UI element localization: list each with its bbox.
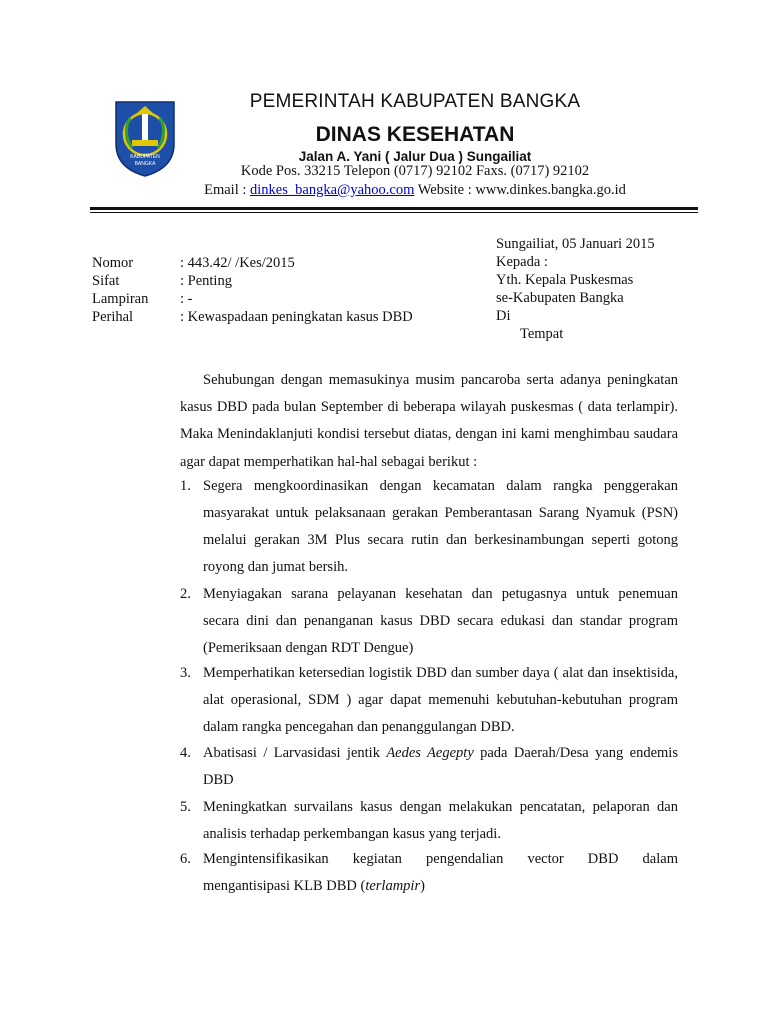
field-value-lampiran: : - — [180, 291, 193, 307]
list-item-6-line-2 — [203, 873, 678, 900]
website-label: Website : — [414, 182, 476, 198]
field-value-nomor: : 443.42/ /Kes/2015 — [180, 255, 295, 271]
email-website-line — [0, 182, 768, 199]
logo-text-bottom: BANGKA — [134, 161, 156, 167]
field-label-perihal: Perihal — [92, 309, 134, 325]
recipient-line-1: Yth. Kepala Puskesmas — [496, 272, 634, 288]
list-item-6-line-1: Mengintensifikasikan kegiatan pengendalian vector DBD dalam — [203, 851, 678, 867]
to-label: Kepada : — [496, 254, 548, 270]
letter-date: Sungailiat, 05 Januari 2015 — [496, 236, 655, 252]
item-number-5: 5. — [180, 799, 191, 815]
list-item-3: Memperhatikan ketersedian logistik DBD dan sumber daya ( alat dan insektisida, alat operasional, SDM ) agar dapat memenuhi kebutuhan-kebutuhan program dalam rangka pencegahan dan penanggulangan DBD. — [203, 665, 678, 735]
field-value-sifat: : Penting — [180, 273, 232, 289]
list-item-1: Segera mengkoordinasikan dengan kecamatan dalam rangka penggerakan masyarakat untuk pelaksanaan gerakan Pemberantasan Sarang Nyamuk (PSN) melalui gerakan 3M Plus secara rutin dan berkesinambungan seperti gotong royong dan jumat bersih. — [203, 478, 678, 575]
item-4-species-italic: Aedes Aegepty — [386, 745, 474, 761]
item-4-text-after: pada Daerah/Desa yang endemis DBD — [203, 745, 678, 788]
email-link[interactable]: dinkes_bangka@yahoo.com — [250, 182, 415, 198]
field-label-nomor: Nomor — [92, 255, 134, 271]
email-label: Email : — [204, 182, 251, 198]
recipient-line-2: se-Kabupaten Bangka — [496, 290, 624, 306]
item-number-4: 4. — [180, 745, 191, 761]
item-number-2: 2. — [180, 586, 191, 602]
item-number-6: 6. — [180, 851, 191, 867]
department-name: DINAS KESEHATAN — [315, 123, 515, 146]
item-6-text-before: mengantisipasi KLB DBD ( — [203, 878, 366, 894]
logo-text-top: KABUPATEN — [130, 154, 160, 160]
di-label: Di — [496, 308, 511, 324]
field-label-sifat: Sifat — [92, 273, 120, 289]
contact-line: Kode Pos. 33215 Telepon (0717) 92102 Faxs. (0717) 92102 — [240, 163, 590, 179]
item-4-text-before: Abatisasi / Larvasidasi jentik — [203, 745, 387, 761]
item-6-text-after: ) — [420, 878, 425, 894]
list-item-4 — [203, 740, 678, 794]
letterhead-divider-thin — [90, 212, 698, 213]
government-name: PEMERINTAH KABUPATEN BANGKA — [249, 91, 581, 112]
item-number-1: 1. — [180, 478, 191, 494]
item-6-italic: terlampir — [365, 878, 421, 894]
field-value-perihal: : Kewaspadaan peningkatan kasus DBD — [180, 309, 413, 325]
field-label-lampiran: Lampiran — [92, 291, 149, 307]
item-number-3: 3. — [180, 665, 191, 681]
letterhead-divider-thick — [90, 207, 698, 210]
website-text: www.dinkes.bangka.go.id — [475, 182, 626, 198]
list-item-5: Meningkatkan survailans kasus dengan melakukan pencatatan, pelaporan dan analisis terhadap perkembangan kasus yang terjadi. — [203, 799, 678, 842]
intro-paragraph: Sehubungan dengan memasukinya musim pancaroba serta adanya peningkatan kasus DBD pada bulan September di beberapa wilayah puskesmas ( data terlampir). Maka Menindaklanjuti kondisi tersebut diatas, dengan ini kami menghimbau saudara agar dapat memperhatikan hal-hal sebagai berikut : — [180, 372, 678, 470]
street-address: Jalan A. Yani ( Jalur Dua ) Sungailiat — [298, 149, 532, 164]
list-item-2: Menyiagakan sarana pelayanan kesehatan dan petugasnya untuk penemuan secara dini dan penanganan kasus DBD secara edukasi dan standar program (Pemeriksaan dengan RDT Dengue) — [203, 586, 678, 656]
place-label: Tempat — [520, 326, 564, 342]
